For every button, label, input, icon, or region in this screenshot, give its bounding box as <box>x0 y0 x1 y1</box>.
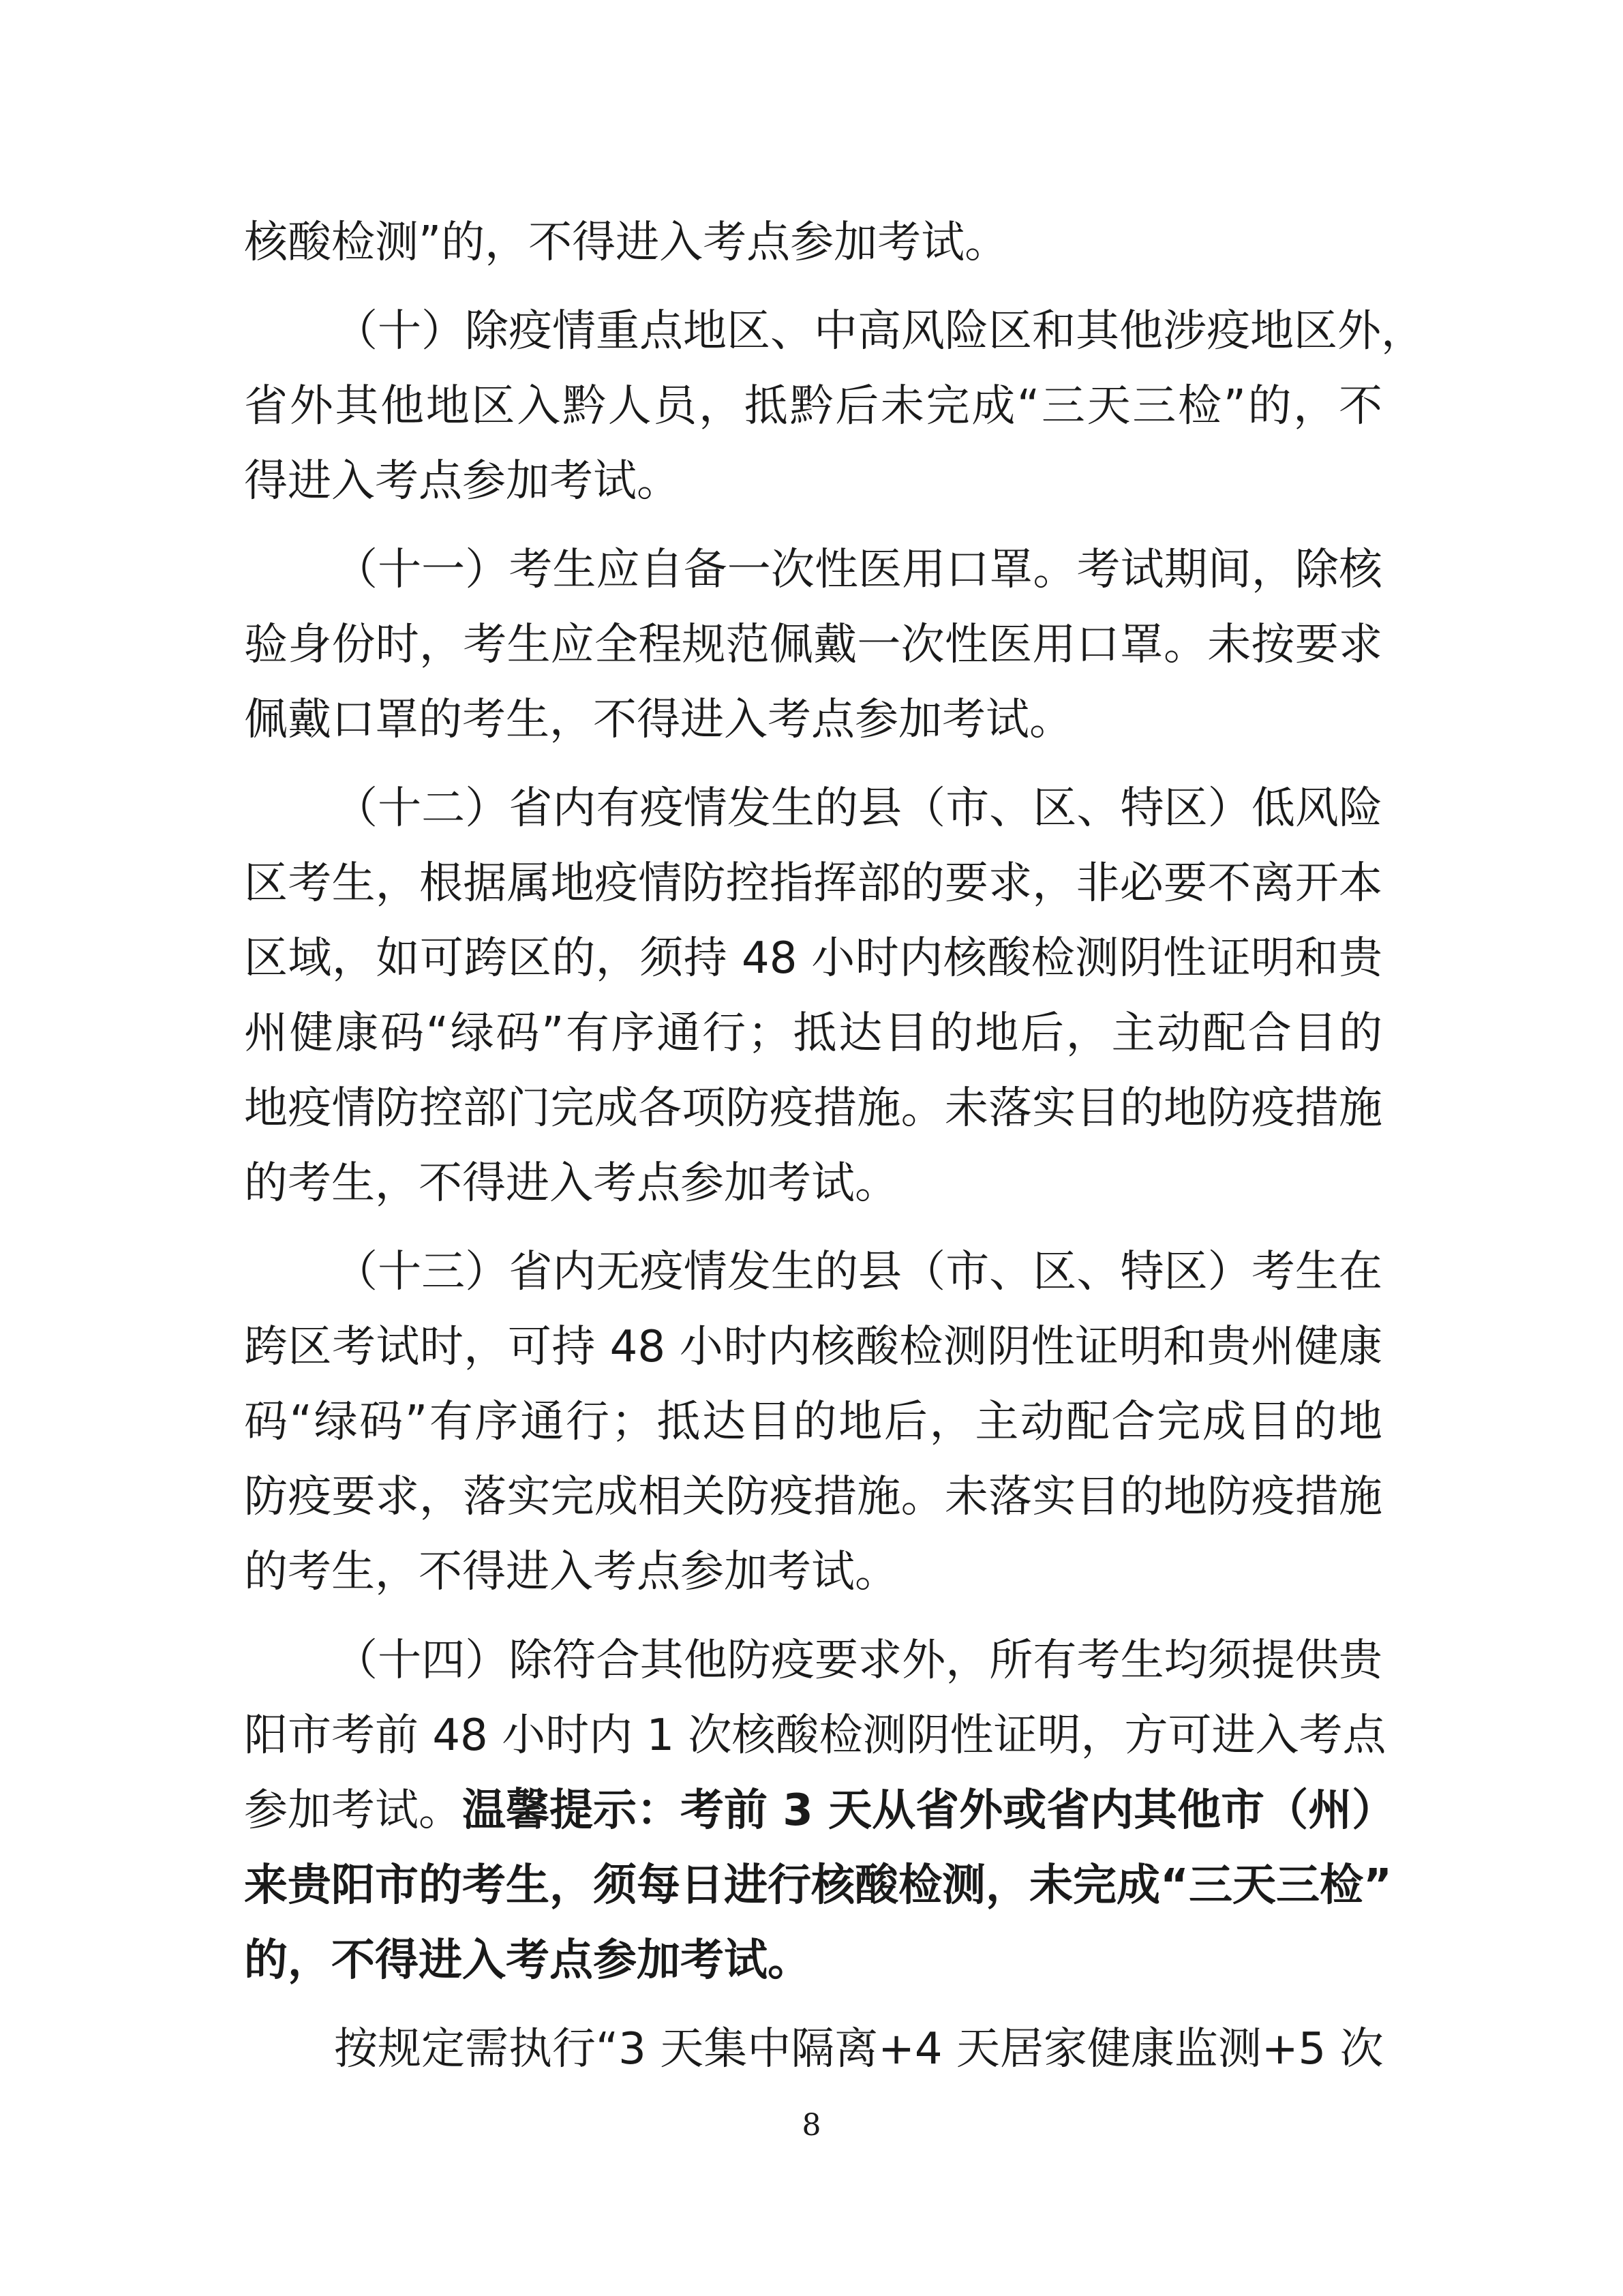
text-line: 地疫情防控部门完成各项防疫措施。未落实目的地防疫措施 <box>244 1083 1382 1134</box>
text-line-mixed <box>244 1770 1396 1852</box>
text-line: 按规定需执行“3 天集中隔离+4 天居家健康监测+5 次 <box>334 2024 1384 2074</box>
text-line: 的考生，不得进入考点参加考试。 <box>244 1158 898 1209</box>
text-segment: 参加考试。 <box>244 1785 462 1836</box>
warm-tip-text: 来贵阳市的考生，须每日进行核酸检测，未完成“三天三检” <box>244 1860 1393 1911</box>
text-line: 佩戴口罩的考生，不得进入考点参加考试。 <box>244 695 1073 745</box>
text-line: （十二）省内有疫情发生的县（市、区、特区）低风险 <box>334 783 1382 834</box>
text-line: 区域，如可跨区的，须持 48 小时内核酸检测阴性证明和贵 <box>244 933 1382 984</box>
text-line: （十三）省内无疫情发生的县（市、区、特区）考生在 <box>334 1247 1382 1297</box>
text-line: 跨区考试时，可持 48 小时内核酸检测阴性证明和贵州健康 <box>244 1322 1382 1372</box>
text-line: （十四）除符合其他防疫要求外，所有考生均须提供贵 <box>334 1635 1382 1686</box>
warm-tip-text: 的，不得进入考点参加考试。 <box>244 1935 811 1986</box>
text-line: 州健康码“绿码”有序通行；抵达目的地后，主动配合目的 <box>244 1008 1382 1059</box>
text-line: （十一）考生应自备一次性医用口罩。考试期间，除核 <box>334 545 1382 595</box>
text-line: 省外其他地区入黔人员，抵黔后未完成“三天三检”的，不 <box>244 381 1382 432</box>
text-line: （十）除疫情重点地区、中高风险区和其他涉疫地区外， <box>334 306 1425 357</box>
text-line: 区考生，根据属地疫情防控指挥部的要求，非必要不离开本 <box>244 858 1382 909</box>
page-number: 8 <box>802 2108 821 2143</box>
text-line: 验身份时，考生应全程规范佩戴一次性医用口罩。未按要求 <box>244 620 1382 670</box>
text-line: 核酸检测”的，不得进入考点参加考试。 <box>244 217 1009 268</box>
warm-tip-text: 温馨提示：考前 3 天从省外或省内其他市（州） <box>462 1785 1396 1836</box>
text-line: 的考生，不得进入考点参加考试。 <box>244 1547 898 1597</box>
text-line: 码“绿码”有序通行；抵达目的地后，主动配合完成目的地 <box>244 1397 1382 1447</box>
text-line: 得进入考点参加考试。 <box>244 456 680 507</box>
text-line: 防疫要求，落实完成相关防疫措施。未落实目的地防疫措施 <box>244 1472 1382 1522</box>
text-line: 阳市考前 48 小时内 1 次核酸检测阴性证明，方可进入考点 <box>244 1710 1386 1761</box>
